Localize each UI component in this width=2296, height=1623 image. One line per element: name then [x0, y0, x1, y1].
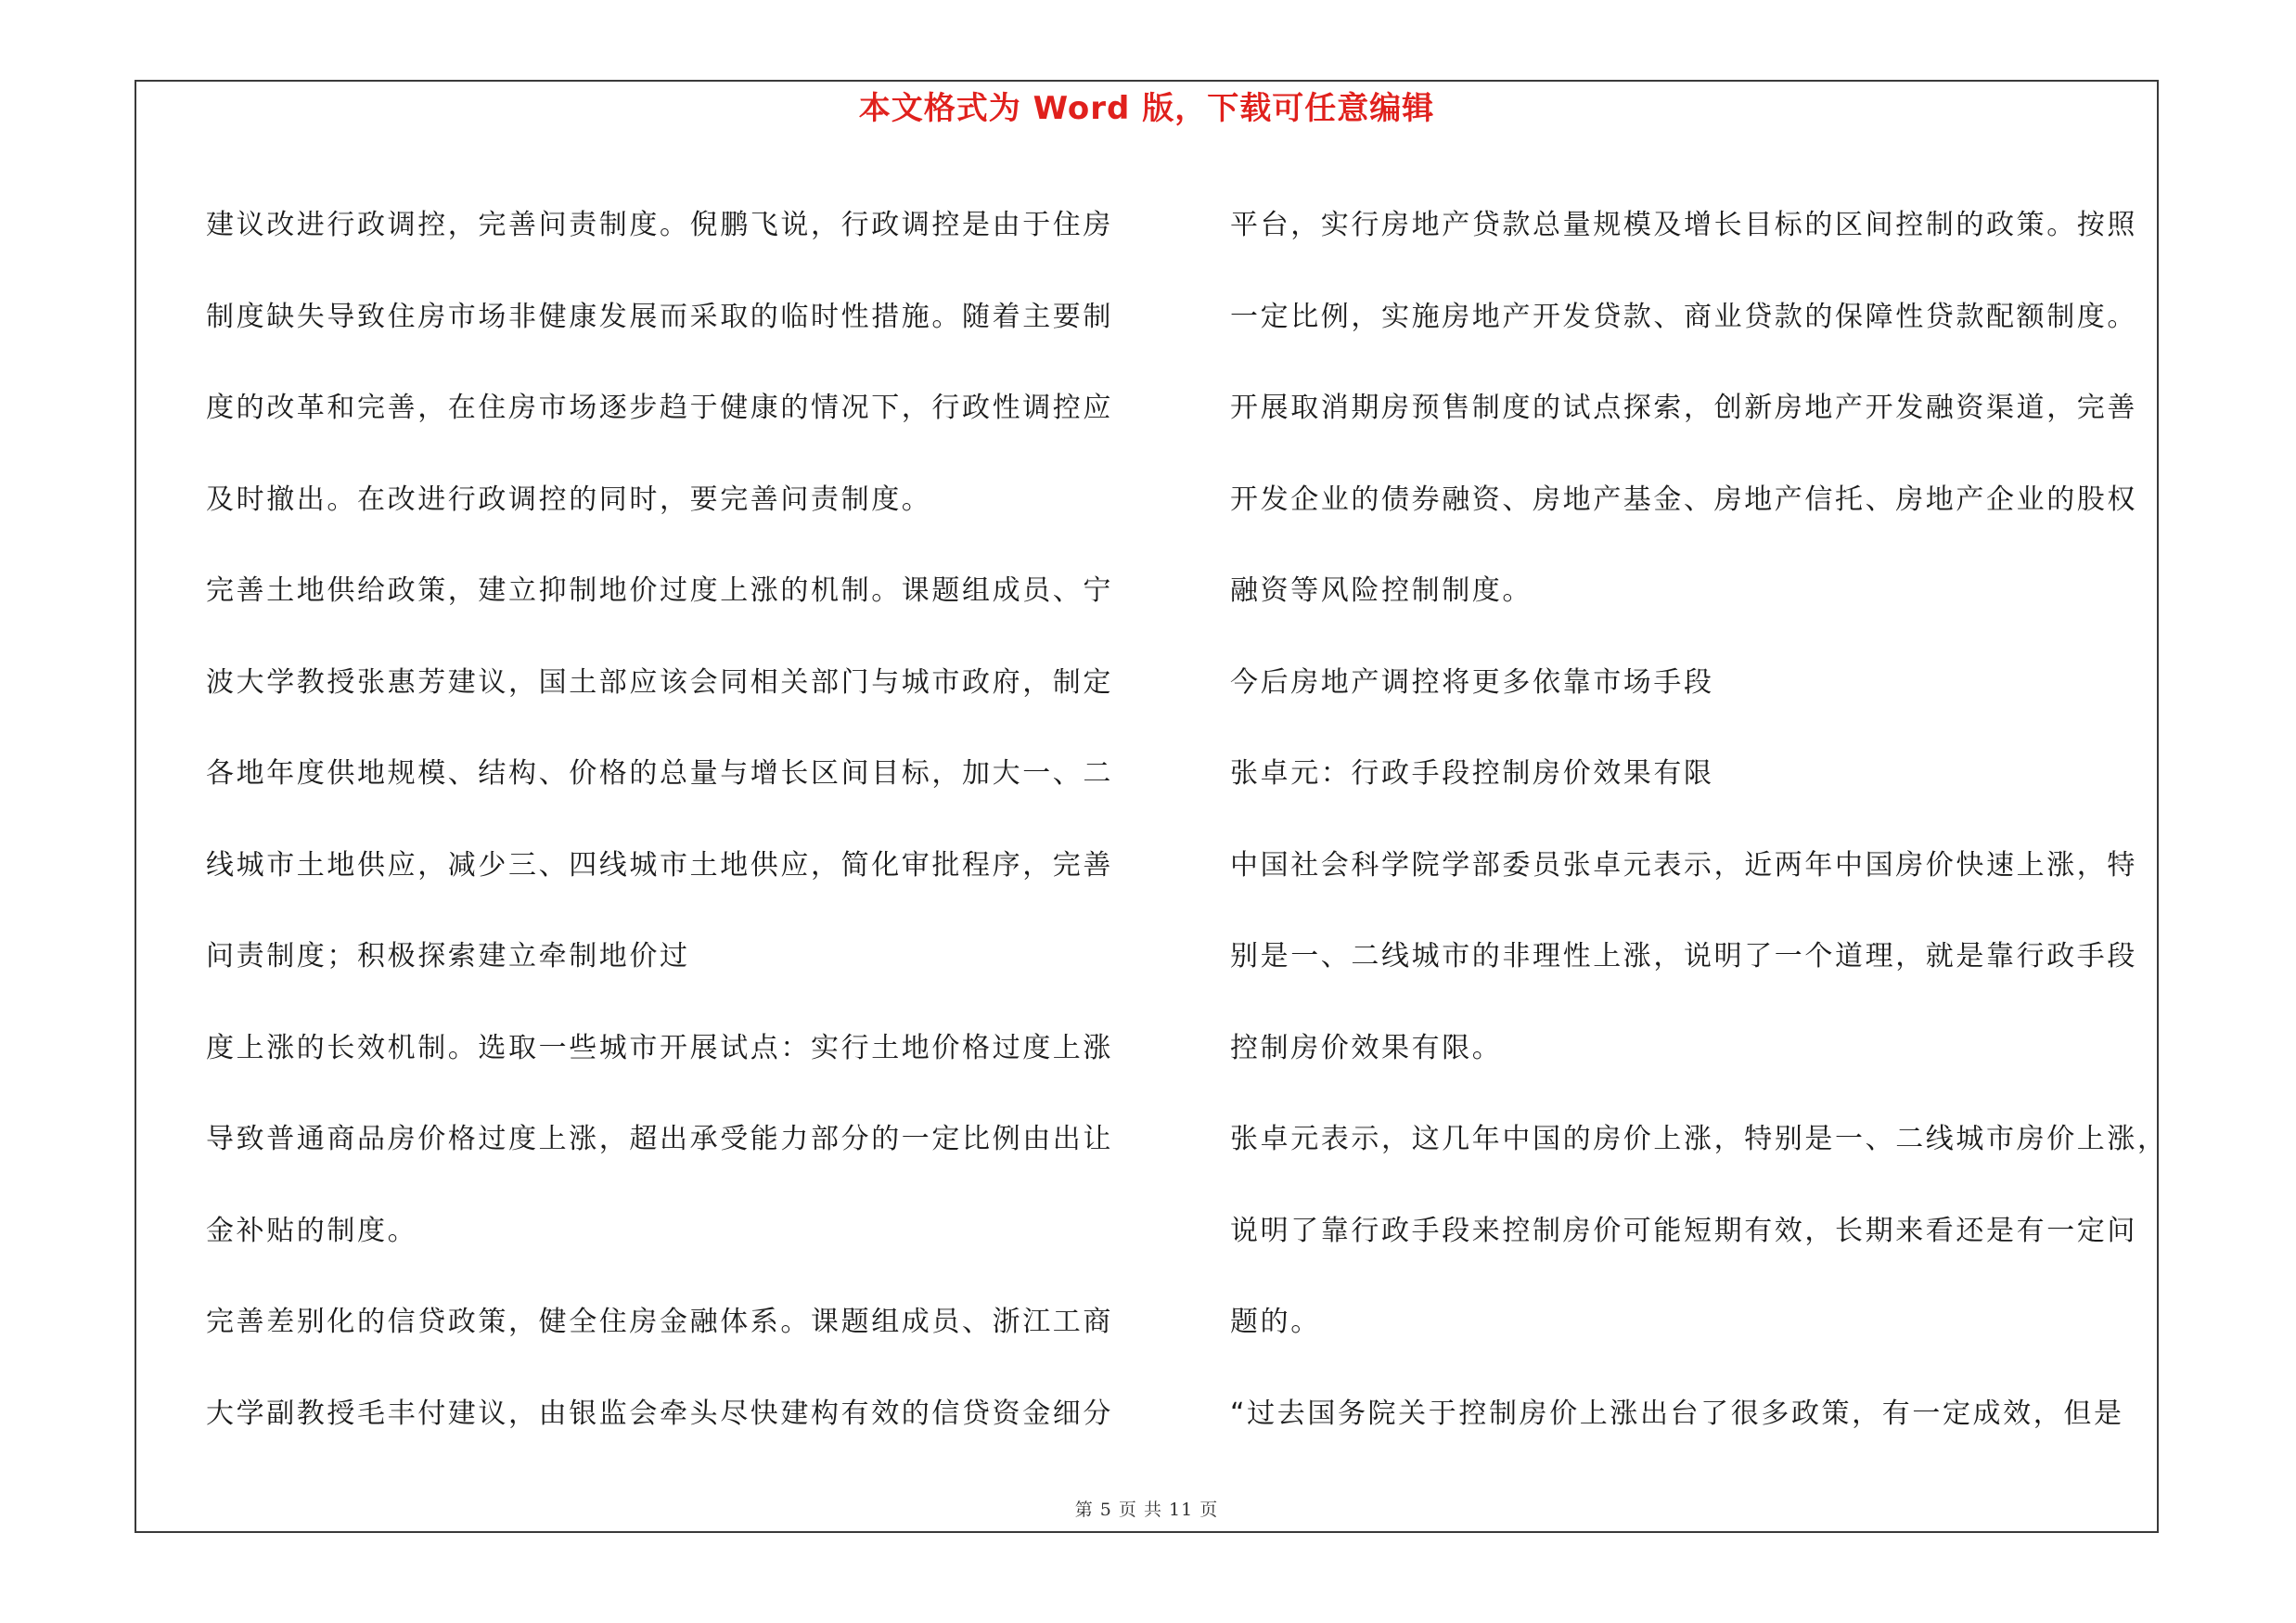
paragraph-line: 融资等风险控制制度。: [1230, 574, 1533, 607]
paragraph-line: 开展取消期房预售制度的试点探索，创新房地产开发融资渠道，完善: [1230, 392, 2137, 424]
paragraph-line: 导致普通商品房价格过度上涨，超出承受能力部分的一定比例由出让: [206, 1123, 1113, 1155]
section-heading: 今后房地产调控将更多依靠市场手段: [1230, 665, 1714, 699]
paragraph-line: 控制房价效果有限。: [1230, 1031, 1503, 1064]
paragraph-line: 别是一、二线城市的非理性上涨，说明了一个道理，就是靠行政手段: [1230, 940, 2137, 973]
paragraph-line: 金补贴的制度。: [206, 1214, 418, 1247]
paragraph-line: 及时撤出。在改进行政调控的同时，要完善问责制度。: [206, 483, 932, 516]
section-subheading: 张卓元：行政手段控制房价效果有限: [1230, 757, 1714, 790]
paragraph-line: 开发企业的债券融资、房地产基金、房地产信托、房地产企业的股权: [1230, 483, 2137, 516]
paragraph-line: 张卓元表示，这几年中国的房价上涨，特别是一、二线城市房价上涨，: [1230, 1123, 2168, 1155]
paragraph-line: 题的。: [1230, 1306, 1321, 1338]
paragraph-line: 建议改进行政调控，完善问责制度。倪鹏飞说，行政调控是由于住房: [206, 209, 1113, 241]
paragraph-line: 度上涨的长效机制。选取一些城市开展试点：实行土地价格过度上涨: [206, 1031, 1113, 1064]
paragraph-line: 一定比例，实施房地产开发贷款、商业贷款的保障性贷款配额制度。: [1230, 300, 2137, 333]
paragraph-line: 大学副教授毛丰付建议，由银监会牵头尽快建构有效的信贷资金细分: [206, 1397, 1113, 1430]
paragraph-line: 波大学教授张惠芳建议，国土部应该会同相关部门与城市政府，制定: [206, 665, 1113, 699]
paragraph-line: 中国社会科学院学部委员张卓元表示，近两年中国房价快速上涨，特: [1230, 848, 2137, 882]
paragraph-line: 完善土地供给政策，建立抑制地价过度上涨的机制。课题组成员、宁: [206, 574, 1113, 607]
left-text-column: [206, 180, 1124, 1460]
paragraph-line: 平台，实行房地产贷款总量规模及增长目标的区间控制的政策。按照: [1230, 209, 2137, 241]
format-notice-banner: 本文格式为 Word 版，下载可任意编辑: [858, 90, 1435, 127]
paragraph-line: 线城市土地供应，减少三、四线城市土地供应，简化审批程序，完善: [206, 848, 1113, 882]
paragraph-line: 制度缺失导致住房市场非健康发展而采取的临时性措施。随着主要制: [206, 300, 1113, 333]
paragraph-line: 问责制度；积极探索建立牵制地价过: [206, 940, 690, 973]
paragraph-line: 各地年度供地规模、结构、价格的总量与增长区间目标，加大一、二: [206, 757, 1113, 790]
paragraph-line: 完善差别化的信贷政策，健全住房金融体系。课题组成员、浙江工商: [206, 1306, 1113, 1338]
paragraph-line: “过去国务院关于控制房价上涨出台了很多政策，有一定成效，但是: [1230, 1397, 2124, 1430]
paragraph-line: 说明了靠行政手段来控制房价可能短期有效，长期来看还是有一定问: [1230, 1214, 2137, 1247]
right-text-column: [1230, 180, 2168, 1460]
paragraph-line: 度的改革和完善，在住房市场逐步趋于健康的情况下，行政性调控应: [206, 392, 1113, 424]
page-number: 第 5 页 共 11 页: [1074, 1500, 1219, 1520]
